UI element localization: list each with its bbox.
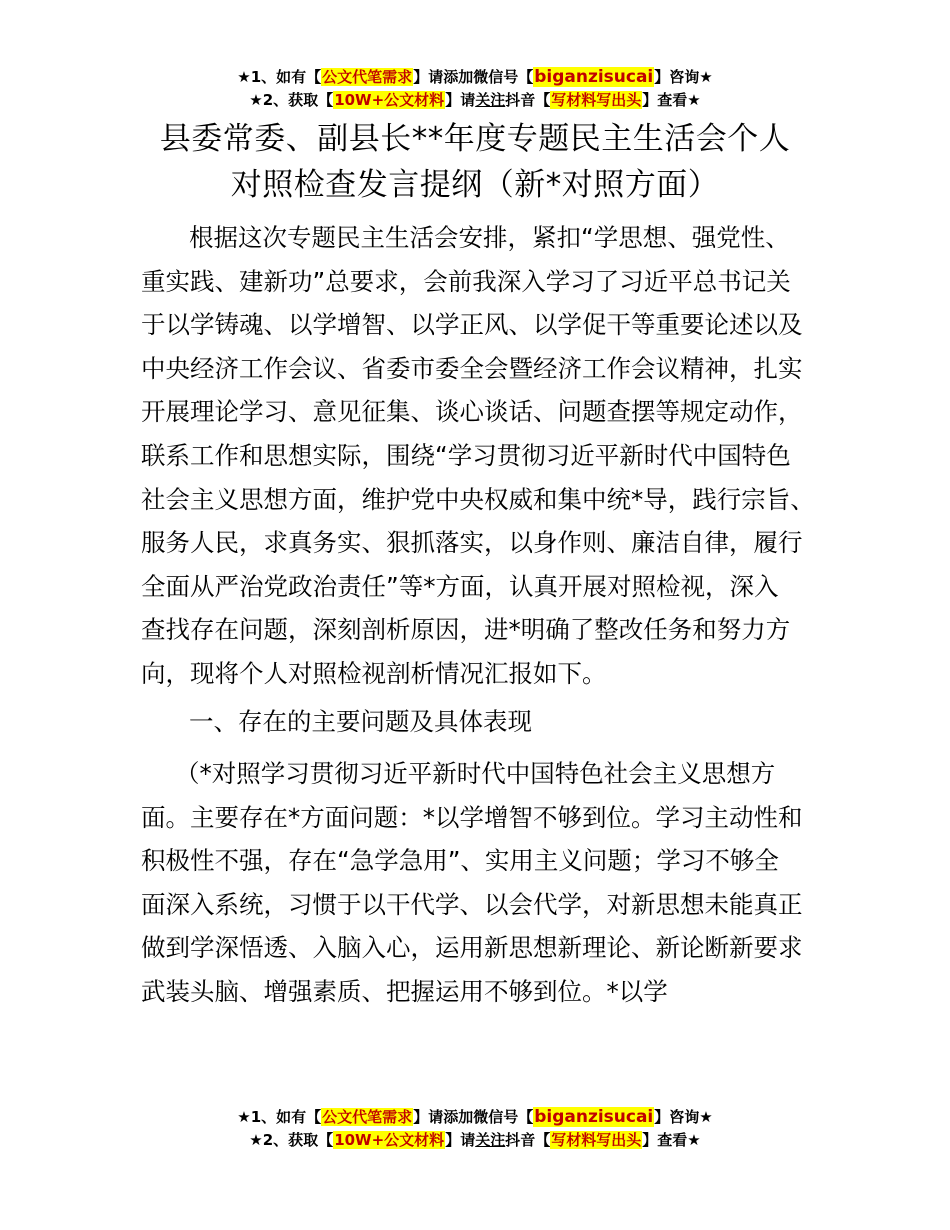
- text-line: 中央经济工作会议、省委市委全会暨经济工作会议精神，扎实: [141, 353, 803, 383]
- banner-highlight-douyin: 写材料写出头: [551, 1131, 642, 1149]
- title-line-2: 对照检查发言提纲（新*对照方面）: [230, 167, 720, 203]
- banner-highlight-wechat: biganzisucai: [534, 67, 654, 87]
- banner-line-2: ★2、获取【10W+公文材料】请关注抖音【写材料写出头】查看★: [249, 91, 701, 109]
- text-line: 联系工作和思想实际，围绕“学习贯彻习近平新时代中国特色: [141, 440, 791, 470]
- footer-banner: [0, 1106, 950, 1152]
- text-line: 社会主义思想方面，维护党中央权威和集中统*导，践行宗旨、: [141, 484, 815, 514]
- text-line: 于以学铸魂、以学增智、以学正风、以学促干等重要论述以及: [141, 310, 803, 340]
- text-line: 开展理论学习、意见征集、谈心谈话、问题查摆等规定动作，: [141, 397, 803, 427]
- heading-text: 一、存在的主要问题及具体表现: [189, 707, 532, 736]
- text-line: 面。主要存在*方面问题：*以学增智不够到位。学习主动性和: [141, 802, 803, 832]
- document-title: [0, 116, 950, 208]
- banner-highlight-wechat: biganzisucai: [534, 1107, 654, 1127]
- section-heading: [141, 700, 813, 744]
- text-line: 向，现将个人对照检视剖析情况汇报如下。: [141, 658, 607, 688]
- banner-highlight-materials: 10W+公文材料: [334, 91, 445, 109]
- banner-line-1: ★1、如有【公文代笔需求】请添加微信号【biganzisucai】咨询★: [237, 67, 713, 87]
- text-line: 根据这次专题民主生活会安排，紧扣“学思想、强党性、: [189, 223, 790, 252]
- text-line: 面深入系统，习惯于以干代学、以会代学，对新思想未能真正: [141, 889, 803, 919]
- text-line: 服务人民，求真务实、狠抓落实，以身作则、廉洁自律，履行: [141, 528, 803, 558]
- text-line: 查找存在问题，深刻剖析原因，进*明确了整改任务和努力方: [141, 615, 791, 645]
- text-line: 做到学深悟透、入脑入心，运用新思想新理论、新论断新要求: [141, 933, 803, 963]
- section-paragraph: [141, 752, 813, 1014]
- banner-highlight-douyin: 写材料写出头: [551, 91, 642, 109]
- text-line: 武装头脑、增强素质、把握运用不够到位。*以学: [141, 976, 668, 1006]
- title-line-1: 县委常委、副县长**年度专题民主生活会个人: [159, 121, 791, 157]
- banner-highlight-service: 公文代笔需求: [322, 68, 413, 86]
- banner-line-1: ★1、如有【公文代笔需求】请添加微信号【biganzisucai】咨询★: [237, 1107, 713, 1127]
- text-line: （*对照学习贯彻习近平新时代中国特色社会主义思想方: [175, 759, 776, 788]
- banner-line-2: ★2、获取【10W+公文材料】请关注抖音【写材料写出头】查看★: [249, 1131, 701, 1149]
- text-line: 积极性不强，存在“急学急用”、实用主义问题；学习不够全: [141, 846, 779, 876]
- text-line: 全面从严治党政治责任”等*方面，认真开展对照检视，深入: [141, 571, 779, 601]
- intro-paragraph: [141, 216, 813, 696]
- banner-highlight-materials: 10W+公文材料: [334, 1131, 445, 1149]
- header-banner: [0, 66, 950, 112]
- text-line: 重实践、建新功”总要求，会前我深入学习了习近平总书记关: [141, 266, 791, 296]
- banner-highlight-service: 公文代笔需求: [322, 1108, 413, 1126]
